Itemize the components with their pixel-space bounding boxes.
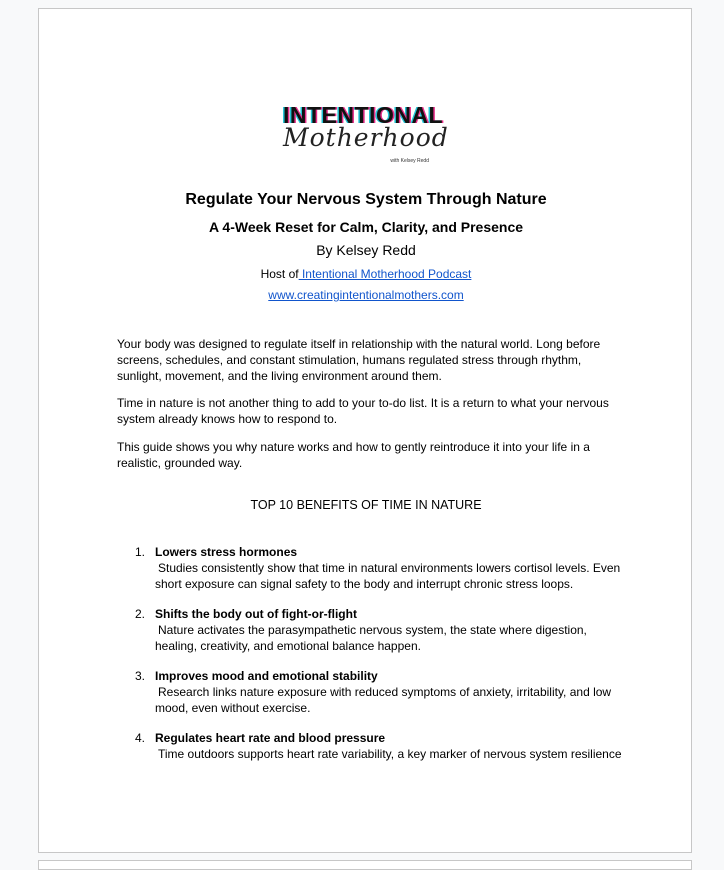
benefit-title: Improves mood and emotional stability [155,669,378,683]
host-line [39,267,692,281]
benefit-description: Research links nature exposure with reduced symptoms of anxiety, irritability, and low mood, even without exercise. [155,685,612,715]
list-item-body [155,730,625,762]
document-title: Regulate Your Nervous System Through Nature [185,191,547,208]
logo-script: Motherhood [283,123,449,152]
host-prefix: Host of [260,267,299,281]
logo-byline: with Kelsey Redd [390,158,429,164]
list-item-body [155,544,625,592]
benefit-description: Time outdoors supports heart rate variability, a key marker of nervous system resilience [158,747,622,761]
benefit-title: Shifts the body out of fight-or-flight [155,607,357,621]
document-subtitle: A 4-Week Reset for Calm, Clarity, and Presence [208,219,524,235]
list-number: 1. [135,545,146,559]
intro-paragraph-3: This guide shows you why nature works and how to gently reintroduce it into your life in a realistic, grounded way. [117,440,590,470]
author-byline: By Kelsey Redd [316,242,416,258]
benefits-heading: TOP 10 BENEFITS OF TIME IN NATURE [250,498,482,512]
intro-paragraph-1: Your body was designed to regulate itself in relationship with the natural world. Long before screens, schedules, and constant stimulation, humans regulated stress through rhythm, sunlight, movement, and the living environment around them. [117,337,601,383]
list-number: 3. [135,669,146,683]
logo-wordmark: INTENTIONAL [283,102,444,128]
website-line [39,288,692,302]
list-item-body [155,606,625,654]
document-page [38,8,692,853]
benefit-description: Studies consistently show that time in natural environments lowers cortisol levels. Even short exposure can signal safety to the body and interrupt chronic stress loops. [155,561,621,591]
podcast-link[interactable]: Intentional Motherhood Podcast [298,267,472,281]
intentional-motherhood-logo [283,102,449,166]
list-number: 2. [135,607,146,621]
website-link[interactable]: www.creatingintentionalmothers.com [268,288,464,302]
benefit-title: Lowers stress hormones [155,545,298,559]
next-page-edge [38,860,692,870]
list-number: 4. [135,731,146,745]
intro-paragraph-2: Time in nature is not another thing to add to your to-do list. It is a return to what your nervous system already knows how to respond to. [117,396,609,426]
benefit-description: Nature activates the parasympathetic nervous system, the state where digestion, healing, creativity, and emotional balance happen. [155,623,587,653]
list-item-body [155,668,625,716]
benefit-title: Regulates heart rate and blood pressure [155,731,386,745]
